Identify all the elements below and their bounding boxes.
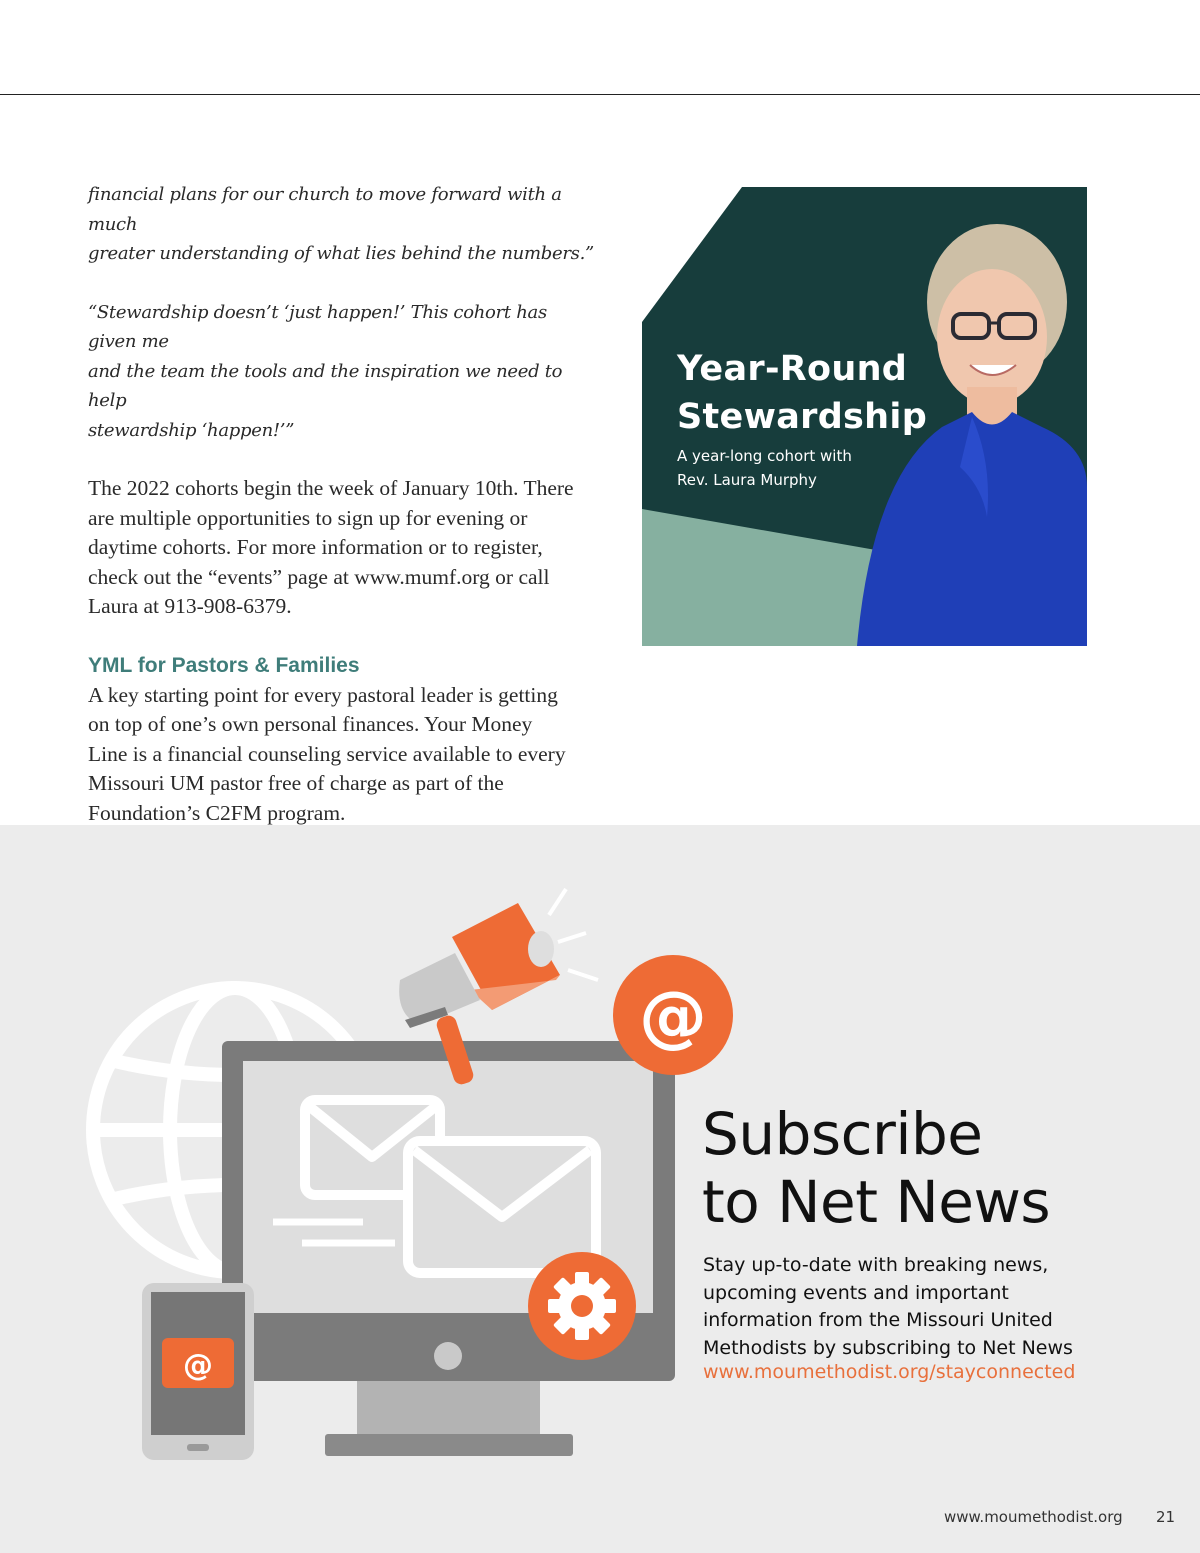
promo-subtitle bbox=[677, 444, 852, 492]
quote-1-line: greater understanding of what lies behind the numbers.” bbox=[88, 243, 594, 264]
quote-2 bbox=[88, 298, 598, 446]
gear-icon bbox=[528, 1252, 636, 1360]
paragraph-line: are multiple opportunities to sign up for evening or bbox=[88, 505, 528, 530]
subscribe-description bbox=[703, 1252, 1123, 1362]
quote-2-line: stewardship ‘happen!’” bbox=[88, 419, 295, 441]
promo-subtitle-line: Rev. Laura Murphy bbox=[677, 471, 817, 489]
quote-1 bbox=[88, 180, 598, 269]
cohort-paragraph bbox=[88, 474, 598, 622]
footer-website: www.moumethodist.org bbox=[944, 1508, 1123, 1526]
quote-2-line: “Stewardship doesn’t ‘just happen!’ This cohort has given me bbox=[88, 301, 547, 352]
promo-title-line: Year-Round bbox=[677, 349, 908, 389]
header-rule bbox=[0, 94, 1200, 95]
subscribe-title-line: to Net News bbox=[702, 1168, 1051, 1236]
phone-icon bbox=[142, 1283, 254, 1460]
subscribe-title bbox=[702, 1100, 1050, 1236]
svg-text:@: @ bbox=[183, 1348, 213, 1383]
paragraph-line: Laura at 913-908-6379. bbox=[88, 594, 292, 618]
paragraph-line: on top of one’s own personal finances. Your Money bbox=[88, 712, 533, 736]
envelope-icon bbox=[408, 1141, 596, 1273]
subscribe-text-line: Methodists by subscribing to Net News bbox=[703, 1336, 1073, 1359]
paragraph-line: daytime cohorts. For more information or to register, bbox=[88, 535, 543, 559]
subscribe-text-line: upcoming events and important bbox=[703, 1281, 1009, 1304]
promo-subtitle-line: A year-long cohort with bbox=[677, 447, 852, 465]
page-number: 21 bbox=[1156, 1508, 1176, 1526]
subscribe-band bbox=[0, 825, 1200, 1553]
promo-title bbox=[677, 345, 927, 441]
paragraph-line: check out the “events” page at www.mumf.org or call bbox=[88, 564, 550, 589]
svg-text:@: @ bbox=[639, 977, 707, 1056]
stayconnected-link[interactable]: www.moumethodist.org/stayconnected bbox=[703, 1361, 1076, 1383]
article-column bbox=[88, 180, 598, 857]
stewardship-promo-graphic bbox=[642, 187, 1087, 646]
at-sign-icon bbox=[613, 955, 733, 1075]
subscribe-text-line: Stay up-to-date with breaking news, bbox=[703, 1254, 1049, 1276]
paragraph-line: Foundation’s C2FM program. bbox=[88, 800, 346, 825]
section-subhead: YML for Pastors & Families bbox=[88, 653, 360, 677]
subscribe-title-line: Subscribe bbox=[702, 1100, 983, 1168]
yml-paragraph bbox=[88, 681, 598, 829]
paragraph-line: A key starting point for every pastoral leader is getting bbox=[88, 682, 558, 707]
subscribe-text-line: information from the Missouri United bbox=[703, 1309, 1053, 1331]
quote-2-line: and the team the tools and the inspiration we need to help bbox=[88, 360, 563, 411]
quote-1-line: financial plans for our church to move forward with a much bbox=[88, 184, 562, 235]
paragraph-line: The 2022 cohorts begin the week of January 10th. There bbox=[88, 476, 574, 500]
paragraph-line: Line is a financial counseling service available to every bbox=[88, 741, 566, 766]
promo-title-line: Stewardship bbox=[677, 397, 928, 437]
newsletter-illustration bbox=[0, 825, 707, 1553]
paragraph-line: Missouri UM pastor free of charge as part of the bbox=[88, 771, 504, 795]
